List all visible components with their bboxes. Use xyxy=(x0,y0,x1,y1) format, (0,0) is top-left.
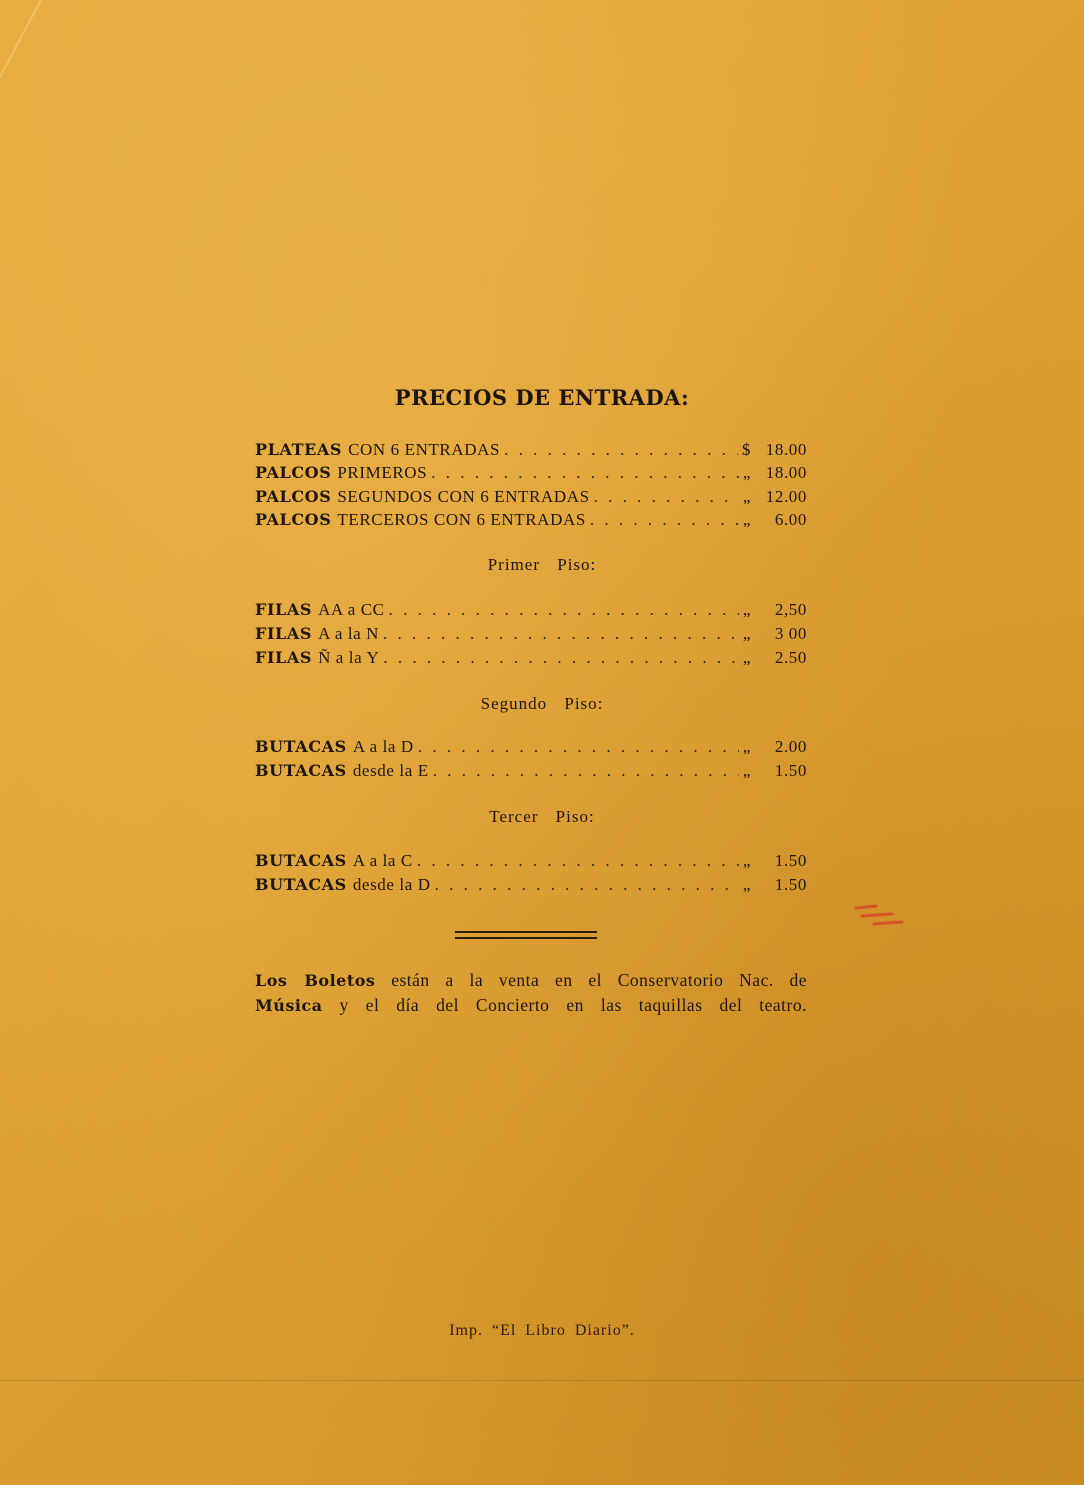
row-price: 18.00 xyxy=(765,463,807,482)
row-price: 1.50 xyxy=(774,761,807,780)
divider-rule xyxy=(455,931,597,933)
row-key: BUTACAS xyxy=(255,851,347,870)
section-heading: Tercer Piso: xyxy=(489,807,595,826)
price-row xyxy=(255,600,807,624)
row-mark: „ xyxy=(742,600,751,619)
row-price: 2.50 xyxy=(774,648,807,667)
leader-dots xyxy=(435,875,739,895)
row-desc: CON 6 ENTRADAS xyxy=(348,440,501,459)
leader-dots xyxy=(594,487,739,507)
row-mark: „ xyxy=(742,761,751,780)
row-desc: PRIMEROS xyxy=(337,463,428,482)
row-key: FILAS xyxy=(255,624,313,643)
row-mark: „ xyxy=(742,737,751,756)
paper-fold xyxy=(0,1380,1084,1381)
row-price: 12.00 xyxy=(765,487,807,506)
row-mark: „ xyxy=(742,510,751,529)
row-mark: „ xyxy=(742,851,751,870)
row-mark: $ xyxy=(741,440,751,459)
leader-dots xyxy=(389,600,739,620)
row-key: PALCOS xyxy=(255,510,332,529)
note-bold: Los Boletos xyxy=(255,971,376,990)
row-mark: „ xyxy=(742,487,751,506)
row-price: 2,50 xyxy=(774,600,807,619)
row-key: BUTACAS xyxy=(255,737,347,756)
row-desc: A a la C xyxy=(352,851,413,870)
row-desc: A a la D xyxy=(352,737,414,756)
sales-note xyxy=(255,968,807,1018)
leader-dots xyxy=(417,851,739,871)
row-mark: „ xyxy=(742,875,751,894)
row-desc: desde la D xyxy=(352,875,431,894)
note-line-1 xyxy=(255,968,807,993)
leader-dots xyxy=(431,463,739,483)
row-key: PLATEAS xyxy=(255,440,343,459)
row-key: BUTACAS xyxy=(255,761,347,780)
divider-rule xyxy=(455,937,597,939)
price-row xyxy=(255,510,807,534)
paper-crease xyxy=(0,0,159,151)
price-row xyxy=(255,463,807,487)
row-desc: AA a CC xyxy=(318,600,385,619)
row-desc: TERCEROS CON 6 ENTRADAS xyxy=(337,510,586,529)
row-price: 3 00 xyxy=(774,624,807,643)
printer-imprint: Imp. “El Libro Diario”. xyxy=(449,1322,635,1339)
row-desc: SEGUNDOS CON 6 ENTRADAS xyxy=(337,487,590,506)
page-title: PRECIOS DE ENTRADA: xyxy=(394,385,690,410)
row-price: 1.50 xyxy=(774,875,807,894)
section-heading: Primer Piso: xyxy=(487,555,597,574)
row-key: PALCOS xyxy=(255,487,332,506)
leader-dots xyxy=(590,510,739,530)
price-row xyxy=(255,624,807,648)
row-price: 18.00 xyxy=(765,440,807,459)
leader-dots xyxy=(383,648,738,668)
leader-dots xyxy=(504,440,738,460)
row-key: BUTACAS xyxy=(255,875,347,894)
leader-dots xyxy=(418,737,739,757)
price-row xyxy=(255,440,807,464)
row-price: 1.50 xyxy=(774,851,807,870)
note-text: y el día del Concierto en las taquillas del teatro. xyxy=(339,995,807,1015)
price-row xyxy=(255,851,807,875)
section-heading: Segundo Piso: xyxy=(480,694,604,713)
price-row xyxy=(255,875,807,899)
row-desc: A a la N xyxy=(318,624,380,643)
note-line-2 xyxy=(255,993,807,1018)
row-mark: „ xyxy=(742,648,751,667)
red-pencil-mark xyxy=(852,902,906,928)
row-key: FILAS xyxy=(255,648,313,667)
note-text: están a la venta en el Conservatorio Nac. de xyxy=(391,970,807,990)
row-price: 2.00 xyxy=(774,737,807,756)
row-mark: „ xyxy=(742,624,751,643)
leader-dots xyxy=(433,761,739,781)
row-desc: Ñ a la Y xyxy=(318,648,380,667)
row-key: FILAS xyxy=(255,600,313,619)
row-key: PALCOS xyxy=(255,463,332,482)
row-mark: „ xyxy=(742,463,751,482)
row-desc: desde la E xyxy=(352,761,429,780)
price-row xyxy=(255,487,807,511)
price-row xyxy=(255,648,807,672)
note-bold: Música xyxy=(255,996,323,1015)
price-row xyxy=(255,737,807,761)
price-row xyxy=(255,761,807,785)
leader-dots xyxy=(383,624,739,644)
row-price: 6.00 xyxy=(774,510,807,529)
